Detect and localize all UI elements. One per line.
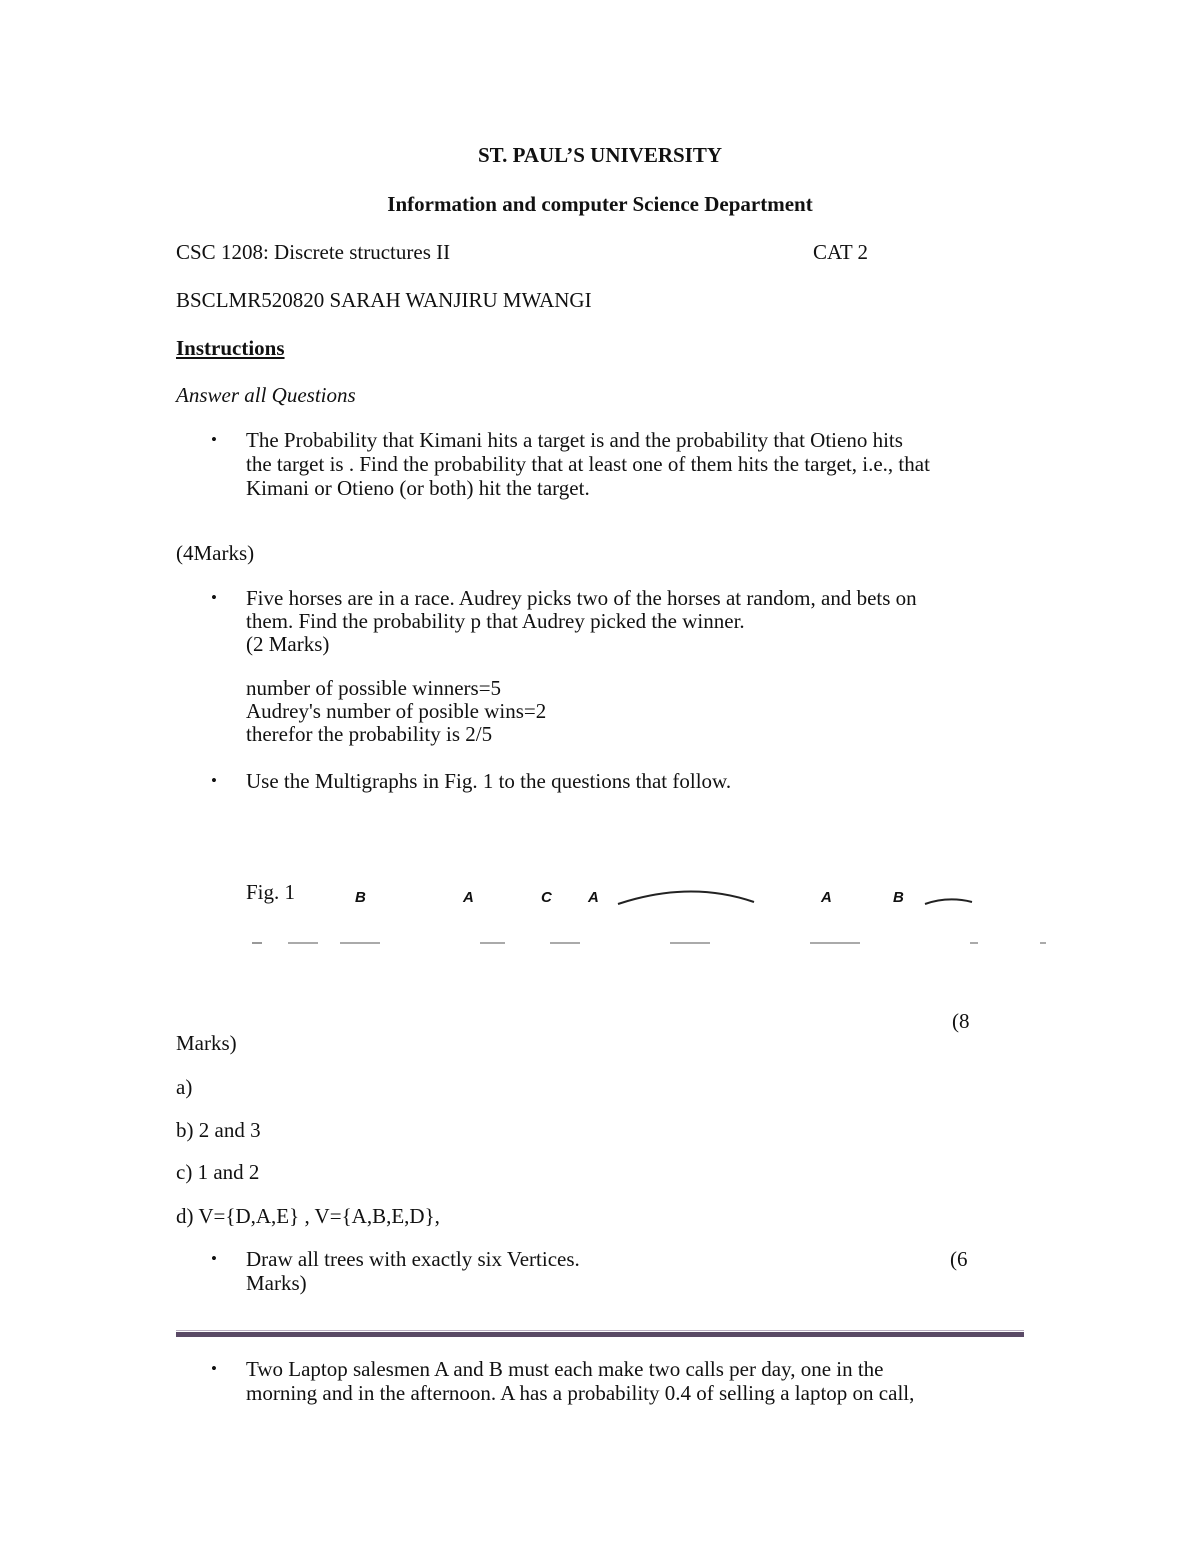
q3-answer: b) 2 and 3: [176, 1118, 261, 1142]
bullet-icon: •: [211, 1359, 217, 1378]
university-title: ST. PAUL’S UNIVERSITY: [477, 143, 723, 167]
bullet-icon: •: [211, 588, 217, 607]
course-code: CSC 1208: Discrete structures II: [176, 240, 451, 264]
q5-line-1: Two Laptop salesmen A and B must each make two calls per day, one in the: [246, 1357, 884, 1381]
q4-marks-open: (6: [950, 1247, 968, 1271]
q5-line-2: morning and in the afternoon. A has a probability 0.4 of selling a laptop on call,: [246, 1381, 915, 1405]
vertex-label: C: [541, 889, 552, 906]
bullet-icon: •: [211, 1249, 217, 1268]
vertex-label: B: [893, 889, 904, 906]
q1-line-1: The Probability that Kimani hits a target is and the probability that Otieno hits: [246, 428, 903, 452]
vertex-label: A: [463, 889, 474, 906]
q3-answer: c) 1 and 2: [176, 1160, 260, 1184]
figure-edge-arc: [618, 891, 754, 904]
q3-answer: d) V={D,A,E} , V={A,B,E,D},: [176, 1204, 440, 1228]
figure-edge-arc: [925, 899, 972, 904]
bullet-icon: •: [211, 771, 217, 790]
figure-caption: Fig. 1: [246, 880, 296, 904]
instructions-subheading: Answer all Questions: [176, 383, 356, 407]
q2-answer-line: therefor the probability is 2/5: [246, 722, 493, 746]
department-title: Information and computer Science Department: [387, 192, 813, 216]
q3-text: Use the Multigraphs in Fig. 1 to the questions that follow.: [246, 769, 732, 793]
q3-answer: a): [176, 1075, 193, 1099]
figure-edges: [600, 880, 1000, 910]
q4-marks-close: Marks): [246, 1271, 307, 1295]
divider-line-highlight: [176, 1330, 1024, 1331]
cropped-text-remnant: [250, 938, 1050, 950]
q1-marks: (4Marks): [176, 541, 255, 565]
q4-text: Draw all trees with exactly six Vertices.: [246, 1247, 580, 1271]
q3-marks-close: Marks): [176, 1031, 237, 1055]
q3-marks-open: (8: [952, 1009, 970, 1033]
vertex-label: A: [588, 889, 599, 906]
instructions-heading: Instructions: [176, 336, 285, 360]
vertex-label: A: [821, 889, 832, 906]
q2-line-1: Five horses are in a race. Audrey picks two of the horses at random, and bets on: [246, 586, 917, 610]
q1-line-2: the target is . Find the probability that at least one of them hits the target, i.e., that: [246, 452, 930, 476]
cat-label: CAT 2: [813, 240, 869, 264]
q2-answer-line: Audrey's number of posible wins=2: [246, 699, 547, 723]
q1-line-3: Kimani or Otieno (or both) hit the target.: [246, 476, 590, 500]
q2-marks: (2 Marks): [246, 632, 330, 656]
q2-answer-line: number of possible winners=5: [246, 676, 502, 700]
vertex-label: B: [355, 889, 366, 906]
student-info: BSCLMR520820 SARAH WANJIRU MWANGI: [176, 288, 592, 312]
bullet-icon: •: [211, 430, 217, 449]
divider-line: [176, 1332, 1024, 1337]
q2-line-2: them. Find the probability p that Audrey picked the winner.: [246, 609, 745, 633]
